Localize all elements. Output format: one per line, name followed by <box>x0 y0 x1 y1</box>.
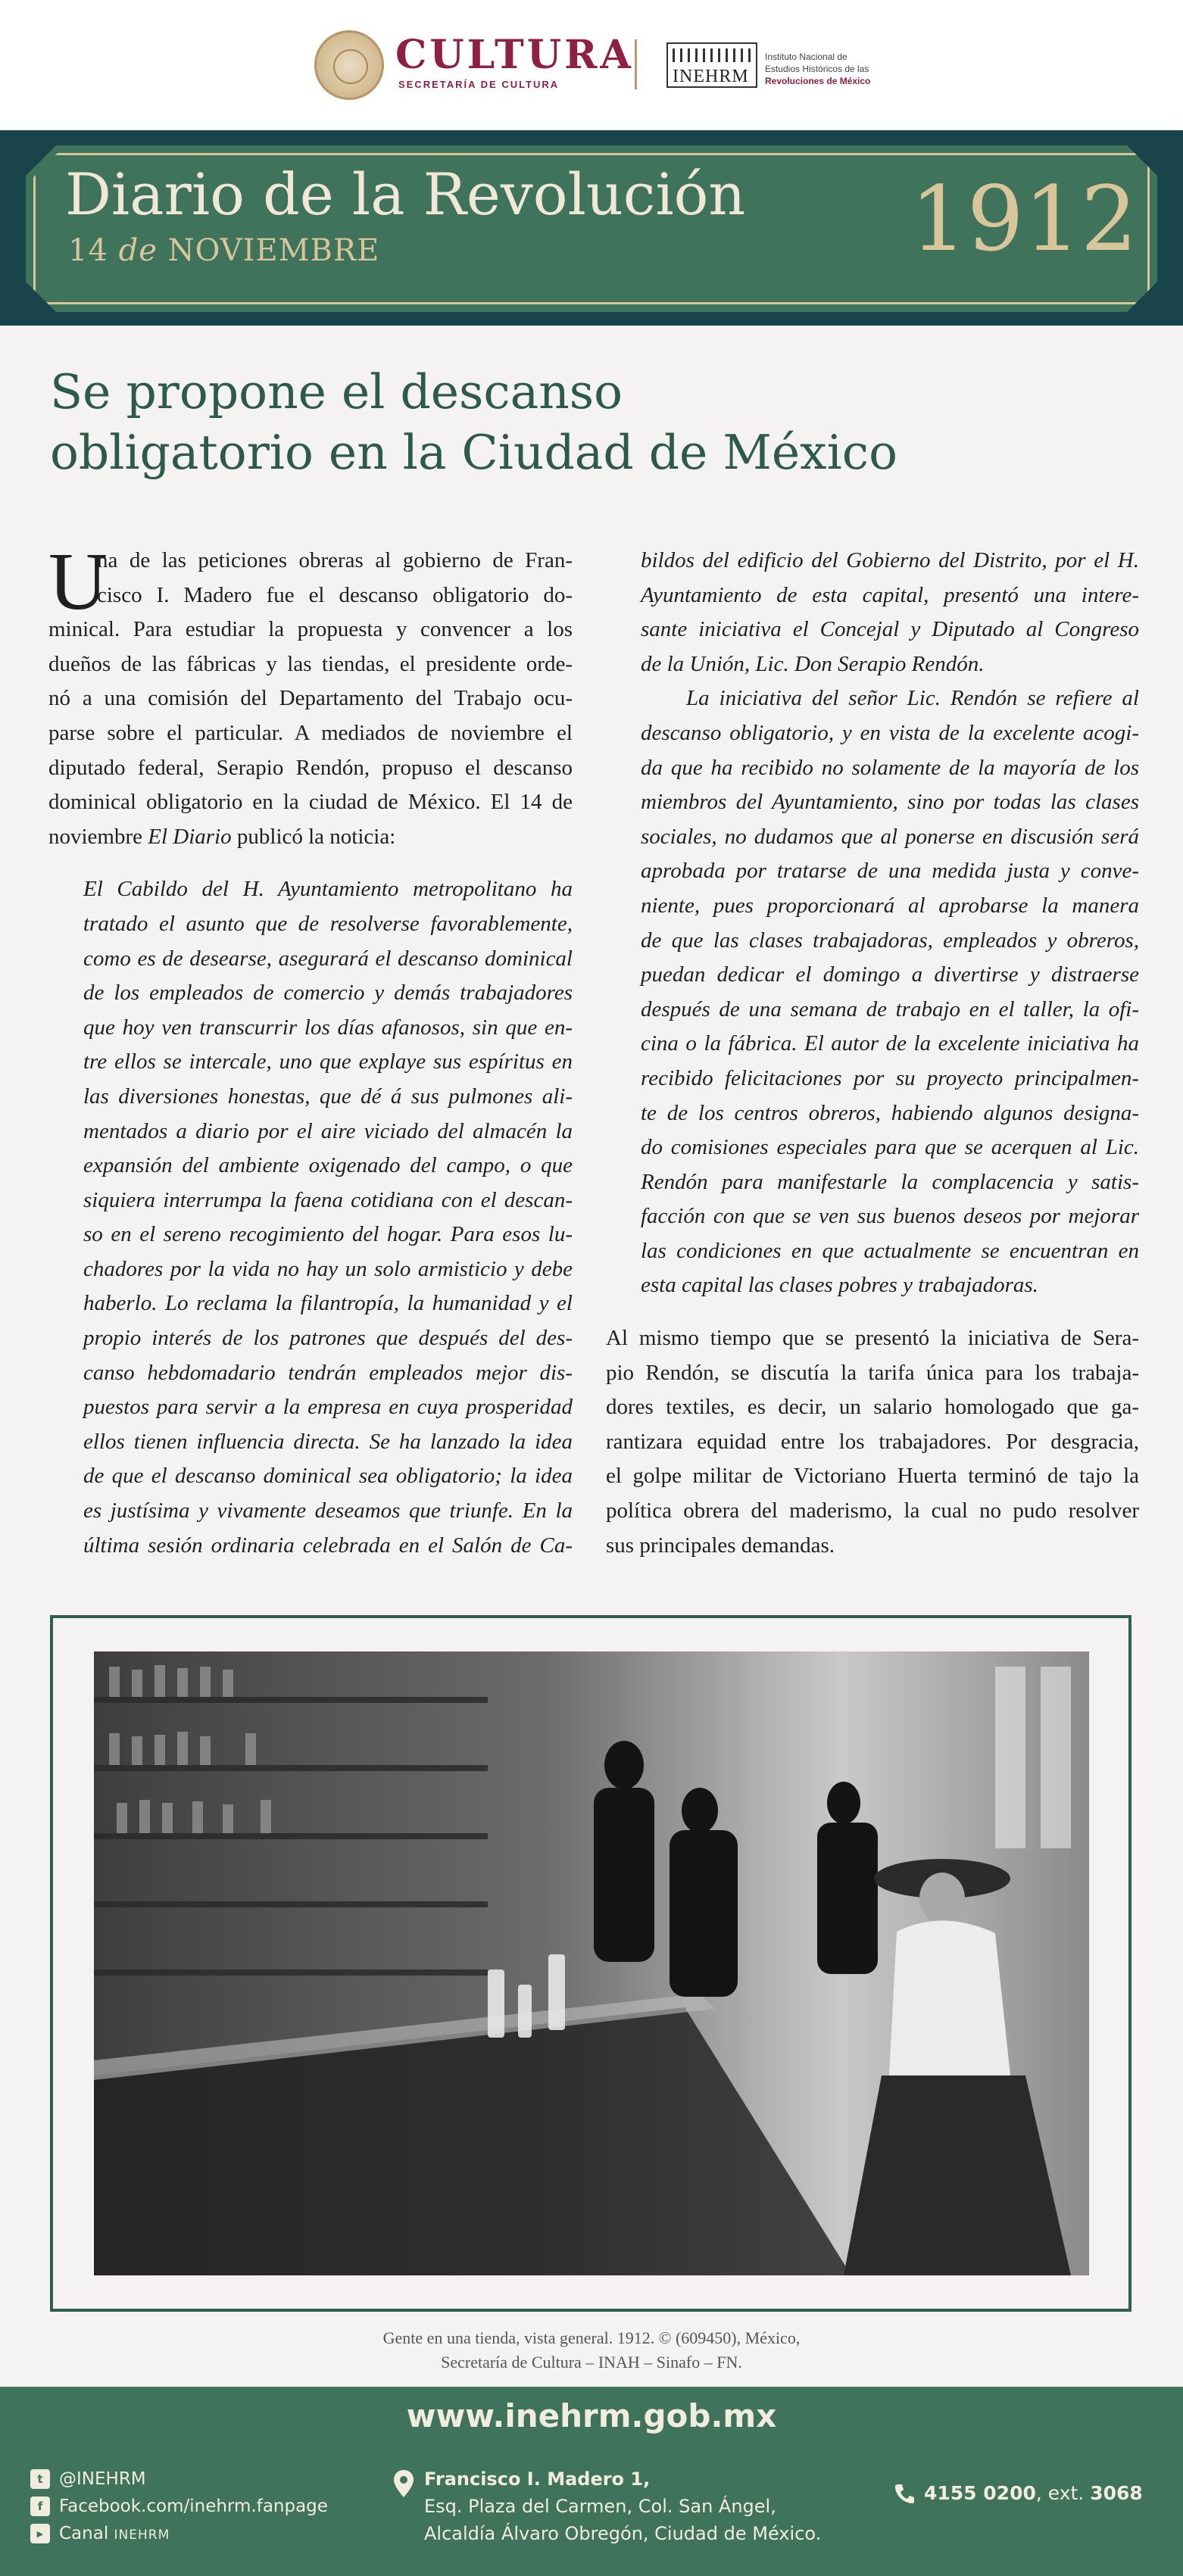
store-photo-illustration <box>94 1651 1089 2275</box>
quote-line: que hoy ven transcurrir los días afanosos, sin que en- <box>83 1015 573 1040</box>
address-street: Francisco I. Madero 1, <box>424 2468 651 2490</box>
quote-line: tratado el asunto que de resolverse favorablemente, <box>83 911 573 936</box>
youtube-channel <box>59 2524 170 2543</box>
facebook-icon: f <box>30 2496 50 2516</box>
quote-right-p2 <box>606 681 1139 1303</box>
quote-line: de los empleados de comercio y demás trabajadores <box>83 981 573 1006</box>
address-line-3: Alcaldía Álvaro Obregón, Ciudad de México. <box>424 2523 822 2544</box>
quote-line: las condiciones en que actualmente se encuentran en <box>641 1238 1139 1263</box>
quote-line: da que ha recibido no solamente de la mayoría de los <box>641 755 1139 780</box>
quote-line: chadores por la vida no hay un solo armisticio y debe <box>83 1256 573 1281</box>
youtube-link[interactable] <box>30 2520 328 2547</box>
quote-line: te de los centros obreros, habiendo algunos designa- <box>641 1100 1139 1125</box>
cultura-logo-subtitle: SECRETARÍA DE CULTURA <box>398 79 560 90</box>
caption-line-1: Gente en una tienda, vista general. 1912. © (609450), México, <box>382 2328 801 2347</box>
quote-line: recibido felicitaciones por su proyecto principalmen- <box>641 1065 1139 1090</box>
el-diario-name: El Diario <box>148 824 232 849</box>
quote-line: después de una semana de trabajo en el taller, la ofi- <box>641 996 1139 1021</box>
phone-icon <box>894 2483 915 2504</box>
headline-line-2: obligatorio en la Ciudad de México <box>50 425 898 480</box>
drop-cap: U <box>48 537 108 627</box>
diario-date <box>68 233 379 268</box>
intro-line: diputado federal, Serapio Rendón, propuso el descanso <box>48 755 573 780</box>
intro-line: nó a una comisión del Departamento del Trabajo ocu- <box>48 686 573 711</box>
closing-line: sus principales demandas. <box>606 1533 835 1558</box>
quote-line: haberlo. Lo reclama la filantropía, la humanidad y el <box>83 1291 573 1316</box>
phone-number <box>924 2482 1143 2504</box>
mexico-seal-icon <box>314 30 384 100</box>
intro-line: minical. Para estudiar la propuesta y convencer a los <box>48 617 573 642</box>
youtube-pre: Canal <box>59 2524 114 2543</box>
site-url-link[interactable]: www.inehrm.gob.mx <box>406 2397 777 2434</box>
article-column-left <box>48 537 573 1563</box>
twitter-link[interactable] <box>30 2465 328 2493</box>
article-column-right <box>606 544 1139 1563</box>
intro-last-pre: noviembre <box>48 824 148 849</box>
quote-line: canso hebdomadario tendrán empleados mejor dis- <box>83 1360 573 1385</box>
intro-last-post: publicó la noticia: <box>231 824 396 849</box>
paragraph-gap <box>606 1303 1139 1321</box>
intro-line: na de las peticiones obreras al gobierno de Fran- <box>97 548 573 572</box>
cultura-logo-text: CULTURA <box>395 32 634 78</box>
facebook-url: Facebook.com/inehrm.fanpage <box>59 2496 328 2516</box>
date-day: 14 <box>68 233 108 268</box>
article-headline <box>50 362 1110 483</box>
quote-line: propio interés de los patrones que después del des- <box>83 1326 573 1351</box>
twitter-icon: t <box>30 2469 50 2489</box>
quote-line: es justísima y vivamente deseamos que triunfe. En la <box>83 1499 573 1523</box>
closing-line: política obrera del maderismo, la cual no pudo resolver <box>606 1499 1139 1523</box>
diario-year: 1912 <box>910 167 1138 271</box>
quote-line: puestos para servir a la empresa en cuya prosperidad <box>83 1395 573 1420</box>
quote-line: sociales, no dudamos que al ponerse en discusión será <box>641 824 1139 849</box>
intro-paragraph <box>48 537 573 820</box>
quote-line: mentados a diario por el aire viciado del almacén la <box>83 1118 573 1143</box>
youtube-name: INEHRM <box>114 2528 170 2543</box>
quote-line: facción con que se ven sus buenos deseos por mejorar <box>641 1204 1139 1229</box>
intro-line: dueños de las fábricas y las tiendas, el presidente orde- <box>48 651 573 676</box>
quote-line: como es de desearse, asegurará el descanso dominical <box>83 946 573 971</box>
quote-line: de la Unión, Lic. Don Serapio Rendón. <box>641 651 985 676</box>
quote-line: do comisiones especiales para que se acerquen al Lic. <box>641 1135 1139 1160</box>
quote-line: descanso obligatorio, y en vista de la excelente acogi- <box>641 720 1139 745</box>
photo-caption <box>0 2326 1183 2375</box>
inehrm-logo-text: INEHRM <box>673 67 749 86</box>
quote-line: aprobada por tratarse de una medida justa y conve- <box>641 859 1139 884</box>
quote-line: Ayuntamiento de esta capital, presentó una intere- <box>641 582 1139 607</box>
logo-divider <box>635 39 637 89</box>
closing-line: dores textiles, es decir, un salario homologado que ga- <box>606 1395 1139 1420</box>
header-band <box>0 130 1183 326</box>
quote-line: puedan dedicar el domingo a divertirse y distraerse <box>641 962 1139 987</box>
twitter-handle: @INEHRM <box>59 2469 146 2489</box>
store-photo <box>94 1651 1089 2275</box>
quote-line: sante iniciativa el Concejal y Diputado al Congreso <box>641 617 1139 642</box>
facebook-link[interactable] <box>30 2493 328 2520</box>
photo-frame <box>50 1615 1131 2312</box>
quote-line: las diversiones honestas, que dé á sus pulmones ali- <box>83 1084 573 1109</box>
quote-line: esta capital las clases pobres y trabajadoras. <box>641 1273 1038 1298</box>
address-lines <box>424 2465 821 2547</box>
footer <box>0 2387 1183 2576</box>
inehrm-line-2: Estudios Históricos de las <box>765 64 869 74</box>
intro-last-line <box>48 820 573 855</box>
date-month: NOVIEMBRE <box>167 233 380 268</box>
logos-bar <box>0 0 1183 130</box>
quote-left <box>48 872 573 1563</box>
phone-ext-label: , ext. <box>1035 2482 1091 2504</box>
quote-line: siquiera interrumpa la faena cotidiana con el descan- <box>83 1187 573 1212</box>
inehrm-line-3: Revoluciones de México <box>765 76 871 86</box>
quote-right-p1 <box>606 544 1139 681</box>
quote-line: so en el sereno recogimiento del hogar. Para esos lu- <box>83 1222 573 1247</box>
quote-line: miembros del Ayuntamiento, sino por todas las clases <box>641 790 1139 815</box>
phone-block <box>894 2482 1143 2504</box>
quote-line: bildos del edificio del Gobierno del Distrito, por el H. <box>641 548 1139 572</box>
social-links <box>30 2465 328 2547</box>
quote-line: niente, pues proporcionará al aprobarse la manera <box>641 893 1139 918</box>
closing-line: pio Rendón, se discutía la tarifa única para los trabaja- <box>606 1360 1139 1385</box>
headline-line-1: Se propone el descanso <box>50 364 623 419</box>
closing-paragraph <box>606 1321 1139 1563</box>
intro-line: cisco I. Madero fue el descanso obligatorio do- <box>97 582 573 607</box>
quote-line: de que las clases trabajadoras, empleados y obreros, <box>641 928 1139 953</box>
address-line-2: Esq. Plaza del Carmen, Col. San Ángel, <box>424 2496 776 2517</box>
intro-line: dominical obligatorio en la ciudad de México. El 14 de <box>48 790 573 815</box>
phone-main: 4155 0200 <box>924 2482 1036 2504</box>
date-de: de <box>118 233 158 268</box>
youtube-icon: ▶ <box>30 2524 50 2543</box>
phone-ext: 3068 <box>1090 2482 1143 2504</box>
closing-line: Al mismo tiempo que se presentó la iniciativa de Sera- <box>606 1326 1139 1351</box>
closing-line: el golpe militar de Victoriano Huerta terminó de tajo la <box>606 1464 1139 1489</box>
inehrm-line-1: Instituto Nacional de <box>765 51 847 62</box>
diario-title: Diario de la Revolución <box>65 161 746 228</box>
quote-line: Rendón para manifestarle la complacencia y satis- <box>641 1169 1139 1194</box>
caption-line-2: Secretaría de Cultura – INAH – Sinafo – FN. <box>441 2353 742 2372</box>
quote-line: El Cabildo del H. Ayuntamiento metropolitano ha <box>83 877 573 902</box>
quote-line: última sesión ordinaria celebrada en el Salón de Ca- <box>83 1533 573 1558</box>
quote-line: ellos tienen influencia directa. Se ha lanzado la idea <box>83 1429 573 1454</box>
quote-line: de que el descanso dominical sea obligatorio; la idea <box>83 1464 573 1489</box>
location-pin-icon <box>394 2470 414 2497</box>
quote-line: expansión del ambiente oxigenado del campo, o que <box>83 1153 573 1178</box>
closing-line: rantizara equidad entre los trabajadores. Por desgracia, <box>606 1429 1139 1454</box>
intro-line: parse sobre el particular. A mediados de noviembre el <box>48 720 573 745</box>
quote-line: La iniciativa del señor Lic. Rendón se refiere al <box>686 686 1139 711</box>
quote-line: tre ellos se intercale, uno que explaye sus espíritus en <box>83 1049 573 1074</box>
quote-line: cina o la fábrica. El autor de la excelente iniciativa ha <box>641 1031 1139 1056</box>
